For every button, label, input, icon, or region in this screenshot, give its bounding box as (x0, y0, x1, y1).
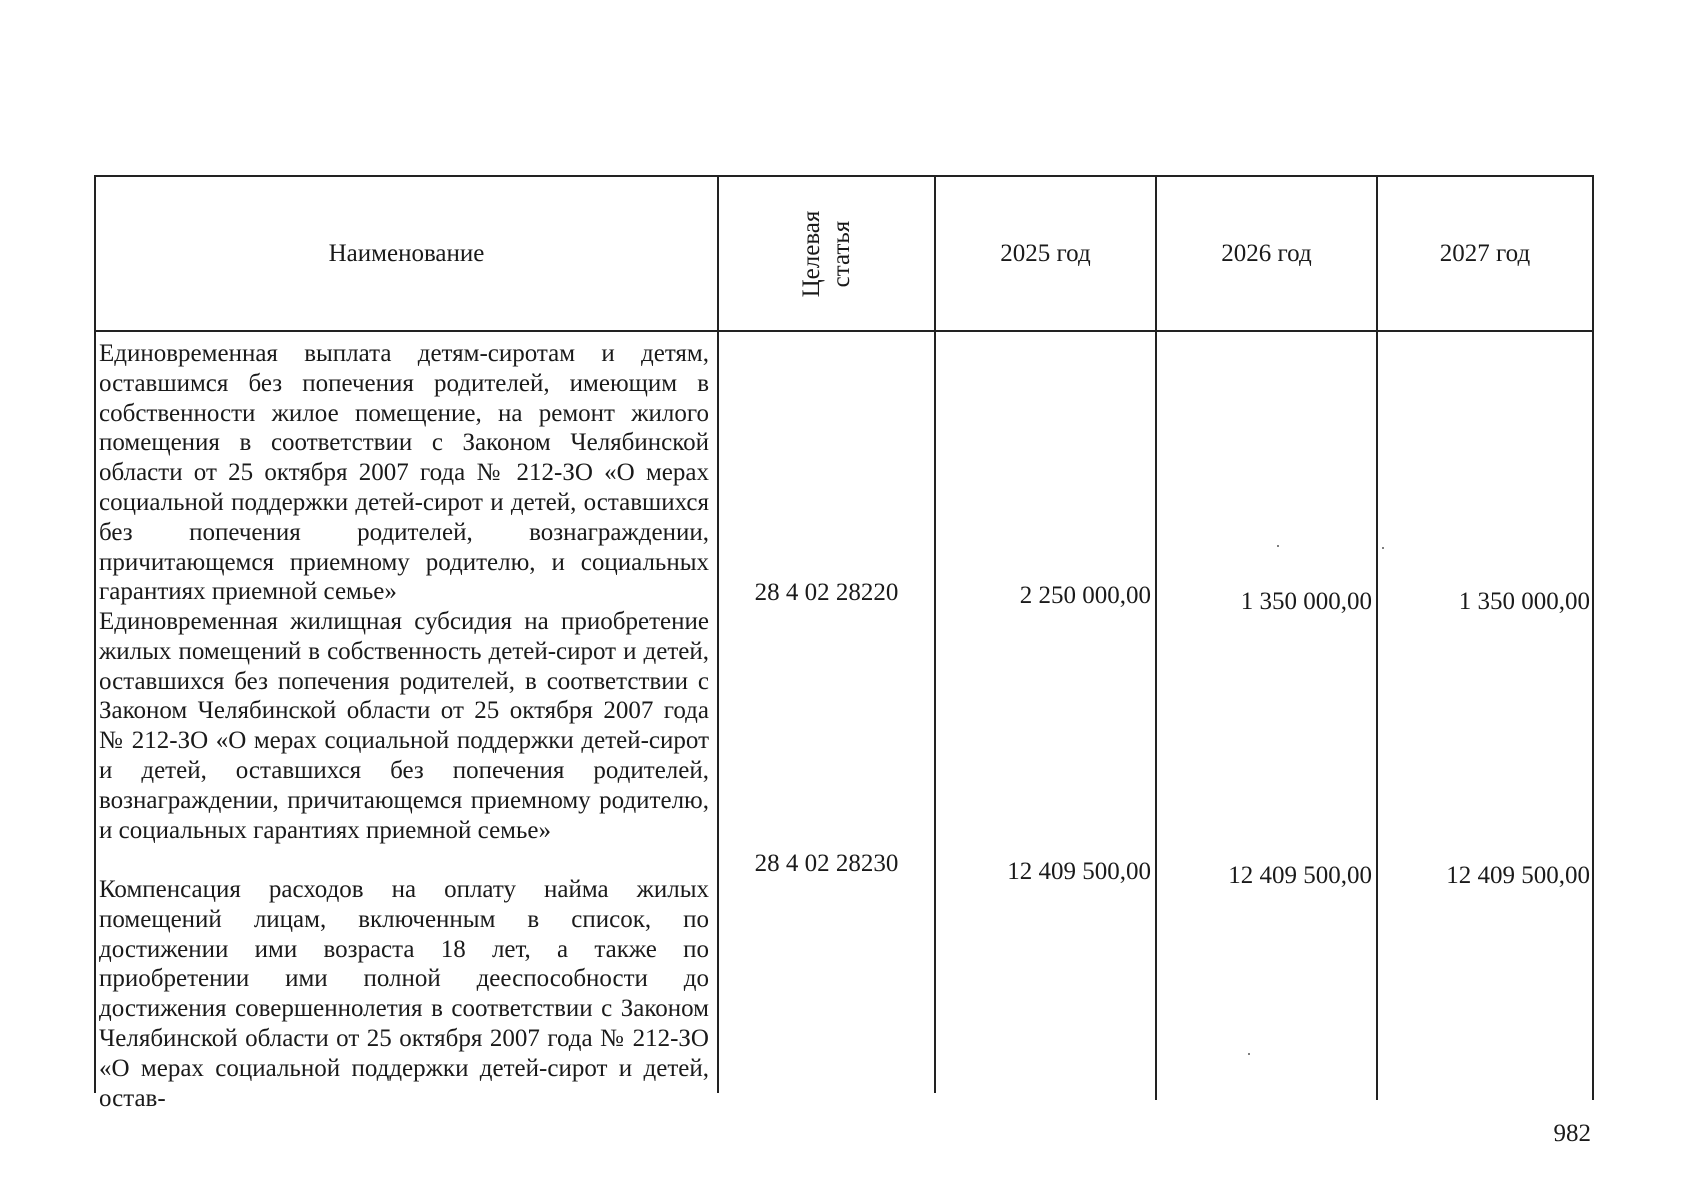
table-row-3-name: Компенсация расходов на оплату найма жилых помещений лицам, включенным в список, по достижении ими возраста 18 лет, а также по приобретении ими полной дееспособности до достижения совершеннолетия в соответствии с Законом Челябинской области от 25 октября 2007 года № 212-ЗО «О мерах социальной поддержки детей-сирот и детей, остав- (99, 876, 709, 1112)
header-name-label: Наименование (328, 239, 485, 267)
header-2027 (1378, 177, 1592, 330)
scan-speck (1277, 545, 1279, 547)
table-row-2-2025: 12 409 500,00 (1007, 858, 1151, 885)
header-target (719, 177, 934, 330)
budget-table (94, 175, 1594, 1112)
header-target-label: Целевая статья (797, 210, 855, 297)
table-row-1-2027: 1 350 000,00 (1458, 588, 1590, 615)
table-row-2-2026: 12 409 500,00 (1228, 862, 1372, 889)
header-bottom-border (94, 330, 1594, 332)
table-row-1-2026: 1 350 000,00 (1240, 588, 1372, 615)
table-row-1-name: Единовременная выплата детям-сиротам и детям, оставшимся без попечения родителей, имеющим в собственности жилое помещение, на ремонт жилого помещения в соответствии с Законом Челябинской области от 25 октября 2007 года № 212-ЗО «О мерах социальной поддержки детей-сирот и детей, оставшихся без попечения родителей, вознаграждении, причитающемся приемному родителю, и социальных гарантиях приемной семье» (99, 340, 709, 606)
scan-speck (1382, 547, 1384, 549)
header-2026-label: 2026 год (1221, 239, 1312, 267)
table-row-2-name: Единовременная жилищная субсидия на приобретение жилых помещений в собственность детей-сирот и детей, оставшихся без попечения родителей, в соответствии с Законом Челябинской области от 25 октября 2007 года № 212-ЗО «О мерах социальной поддержки детей-сирот и детей, оставшихся без попечения родителей, вознаграждении, причитающемся приемному родителю, и социальных гарантиях приемной семье» (99, 608, 709, 844)
page-number: 982 (1553, 1120, 1591, 1147)
table-row-1-2025: 2 250 000,00 (1019, 582, 1151, 609)
header-2025-label: 2025 год (1000, 239, 1091, 267)
header-2027-label: 2027 год (1439, 239, 1531, 267)
table-row-2-code: 28 4 02 28230 (754, 850, 899, 877)
header-2026 (1157, 177, 1376, 330)
scan-speck (1248, 1053, 1250, 1055)
header-2025 (936, 177, 1155, 330)
header-name (96, 177, 717, 330)
table-row-2-2027: 12 409 500,00 (1446, 862, 1590, 889)
table-row-1-code: 28 4 02 28220 (754, 579, 899, 606)
table-right-border (1592, 175, 1594, 1100)
